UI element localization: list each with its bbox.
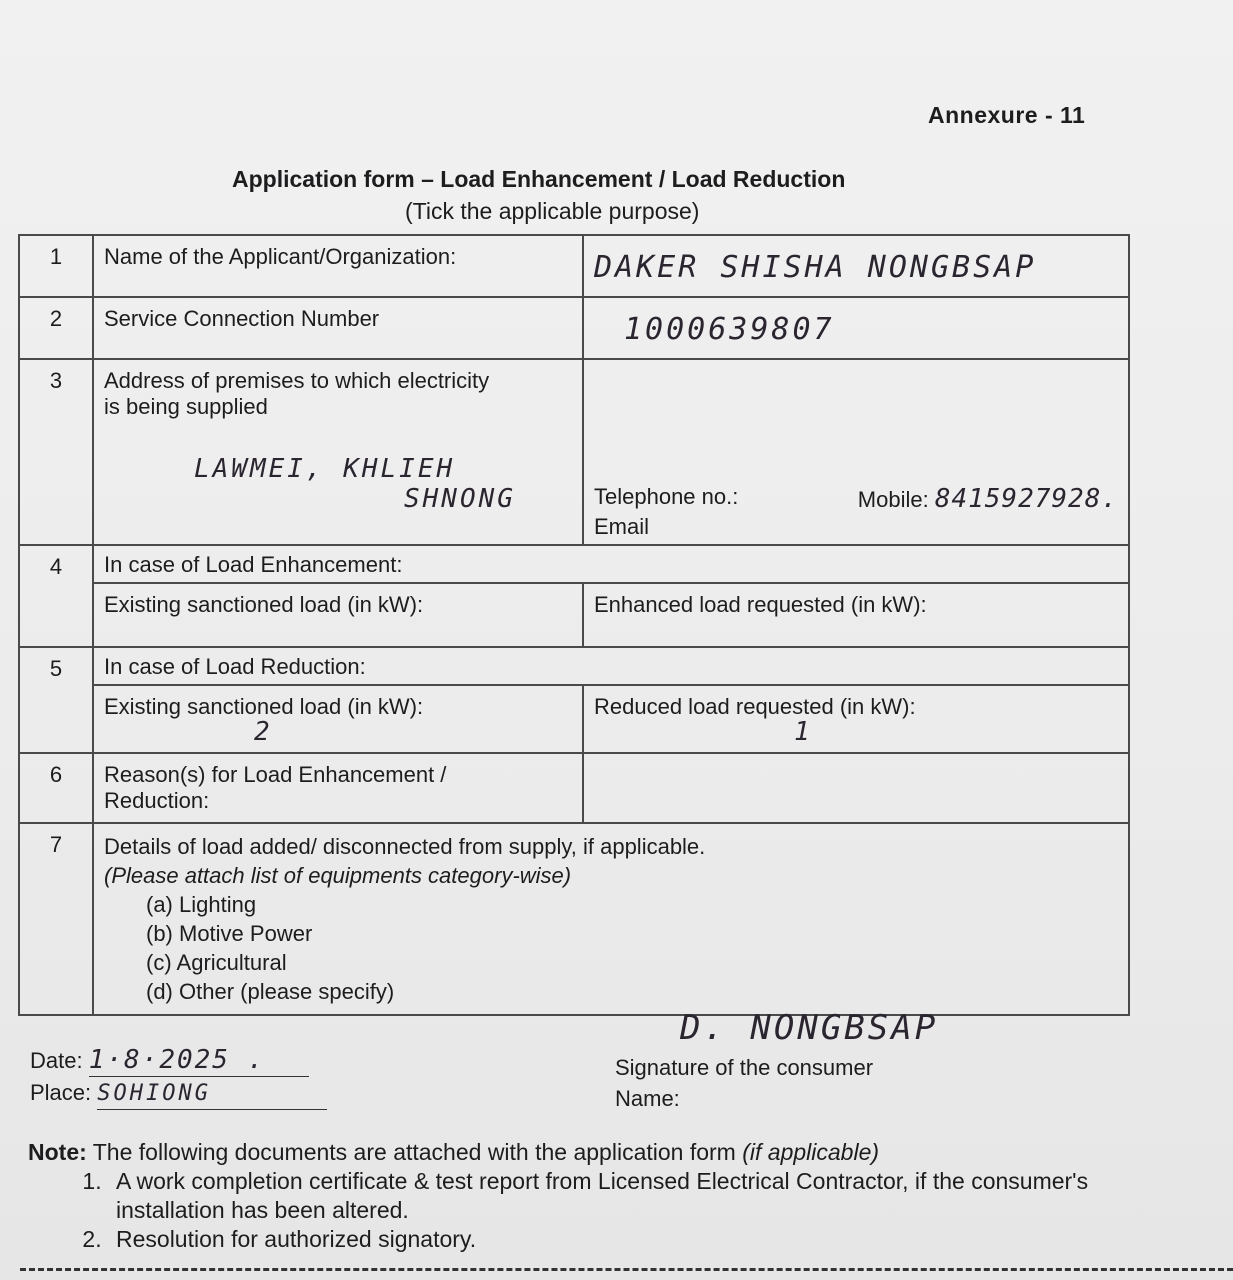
- date-label: Date:: [30, 1048, 83, 1073]
- list-item: (b) Motive Power: [146, 921, 313, 946]
- load-enhancement-heading: In case of Load Enhancement:: [93, 545, 1129, 583]
- application-table: [18, 234, 1130, 1016]
- list-item: 1. A work completion certificate & test report from Licensed Electrical Contractor, if the consumer's installation has been altered.: [108, 1167, 1108, 1225]
- address-label-line2: is being supplied: [104, 394, 268, 419]
- name-label: Name:: [615, 1086, 680, 1111]
- load-details-cell[interactable]: [93, 823, 1129, 1015]
- service-connection-field[interactable]: [583, 297, 1129, 359]
- date-value: 1·8·2025 .: [89, 1045, 309, 1077]
- list-item: (a) Lighting: [146, 892, 257, 917]
- applicant-name-label: Name of the Applicant/Organization:: [93, 235, 583, 297]
- load-reduction-heading: In case of Load Reduction:: [93, 647, 1129, 685]
- list-item: 2. Resolution for authorized signatory.: [108, 1225, 1108, 1254]
- row-number: 5: [19, 647, 93, 753]
- reason-label-line1: Reason(s) for Load Enhancement /: [104, 762, 447, 787]
- list-item: (c) Agricultural: [146, 950, 287, 975]
- reduced-load-label: Reduced load requested (in kW):: [594, 694, 916, 719]
- address-value[interactable]: [194, 454, 572, 514]
- row-number: 1: [19, 235, 93, 297]
- date-place-block: [30, 1045, 327, 1110]
- reason-label-line2: Reduction:: [104, 788, 210, 813]
- form-title: Application form – Load Enhancement / Load Reduction: [232, 166, 846, 192]
- reduced-load-field[interactable]: [583, 685, 1129, 753]
- row-number: 3: [19, 359, 93, 545]
- address-label-cell: [93, 359, 583, 545]
- table-row: [19, 647, 1129, 685]
- row-number: 6: [19, 753, 93, 823]
- consumer-signature: D. NONGBSAP: [680, 1008, 939, 1048]
- date-field[interactable]: [30, 1045, 327, 1077]
- note-prefix: Note:: [28, 1139, 87, 1165]
- mobile-field[interactable]: [858, 484, 1118, 514]
- reduced-load-value: 1: [794, 717, 813, 747]
- dashed-divider: [20, 1268, 1233, 1271]
- signature-label: Signature of the consumer: [615, 1055, 874, 1080]
- address-value-line1: LAWMEI, KHLIEH: [194, 454, 456, 484]
- enhanced-load-field[interactable]: [583, 583, 1129, 647]
- address-value-line2: SHNONG: [404, 484, 516, 514]
- form-subtitle: (Tick the applicable purpose): [405, 198, 700, 224]
- table-row: [19, 823, 1129, 1015]
- table-row: [19, 583, 1129, 647]
- note-intro-text: The following documents are attached with the application form: [86, 1139, 743, 1165]
- applicant-name-value: DAKER SHISHA NONGBSAP: [594, 250, 1037, 285]
- table-row: [19, 753, 1129, 823]
- place-label: Place:: [30, 1080, 92, 1105]
- email-label: Email: [594, 514, 650, 539]
- mobile-label: Mobile:: [857, 487, 929, 512]
- telephone-label: Telephone no.:: [594, 484, 739, 509]
- reduction-existing-load-value: 2: [254, 717, 273, 747]
- signature-block: [615, 1052, 873, 1114]
- notes-intro: [28, 1138, 1108, 1167]
- reason-field[interactable]: [583, 753, 1129, 823]
- list-item: (d) Other (please specify): [146, 979, 395, 1004]
- reason-label-cell: [93, 753, 583, 823]
- contact-row: [594, 484, 1118, 514]
- notes-list: [28, 1167, 1108, 1254]
- address-label-line1: Address of premises to which electricity: [104, 368, 490, 393]
- table-row: [19, 359, 1129, 545]
- table-row: [19, 297, 1129, 359]
- annexure-label: Annexure - 11: [928, 102, 1086, 128]
- row-number: 2: [19, 297, 93, 359]
- table-row: [19, 685, 1129, 753]
- load-details-line2: (Please attach list of equipments category-wise): [104, 863, 572, 888]
- service-connection-label: Service Connection Number: [93, 297, 583, 359]
- table-row: [19, 235, 1129, 297]
- load-details-line1: Details of load added/ disconnected from supply, if applicable.: [104, 834, 706, 859]
- note-intro-italic: (if applicable): [742, 1139, 880, 1165]
- enhanced-load-label: Enhanced load requested (in kW):: [594, 592, 927, 617]
- row-number: 7: [19, 823, 93, 1015]
- place-field[interactable]: [30, 1077, 327, 1110]
- contact-cell: [583, 359, 1129, 545]
- notes-section: [28, 1138, 1108, 1254]
- mobile-value: 8415927928.: [934, 484, 1118, 514]
- enhancement-existing-load-label: Existing sanctioned load (in kW):: [104, 592, 424, 617]
- row-number: 4: [19, 545, 93, 647]
- table-row: [19, 545, 1129, 583]
- service-connection-value: 1000639807: [624, 312, 835, 347]
- applicant-name-field[interactable]: [583, 235, 1129, 297]
- place-value: SOHIONG: [97, 1078, 327, 1110]
- enhancement-existing-load-field[interactable]: [93, 583, 583, 647]
- reduction-existing-load-label: Existing sanctioned load (in kW):: [104, 694, 424, 719]
- reduction-existing-load-field[interactable]: [93, 685, 583, 753]
